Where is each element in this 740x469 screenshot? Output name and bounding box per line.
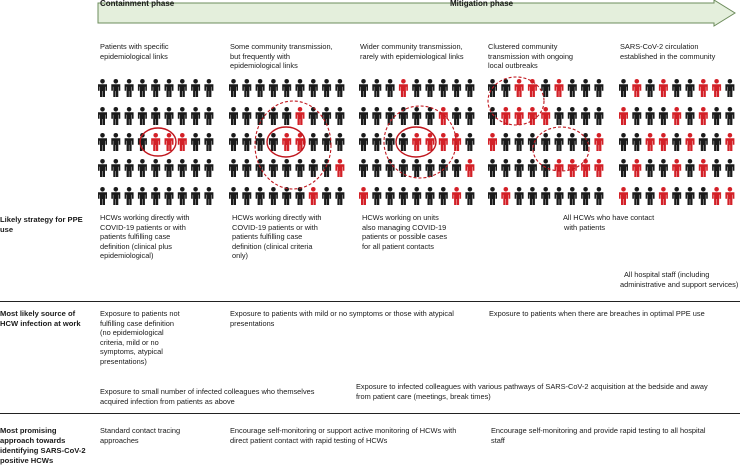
infected-person-icon [699,79,708,97]
infected-person-icon [712,187,721,205]
person-icon [488,159,497,177]
person-icon [686,107,695,125]
person-icon [111,107,120,125]
person-icon [619,79,628,97]
person-icon [138,107,147,125]
source-cell-2: Exposure to patients with mild or no symptoms or those with atypical presentations [230,309,454,328]
person-icon [452,107,461,125]
person-icon [372,187,381,205]
person-icon [426,159,435,177]
person-icon [322,187,331,205]
infected-person-icon [594,159,603,177]
person-icon [515,159,524,177]
person-icon [309,159,318,177]
person-icon [632,187,641,205]
person-icon [229,159,238,177]
person-icon [282,79,291,97]
person-icon [229,133,238,151]
row-label-approach: Most promising approach towards identifying SARS-CoV-2 positive HCWs [0,426,86,465]
person-icon [672,133,681,151]
infected-person-icon [555,79,564,97]
person-icon [555,187,564,205]
person-icon [672,79,681,97]
infected-person-icon [632,79,641,97]
person-icon [699,187,708,205]
person-icon [594,187,603,205]
person-icon [632,107,641,125]
person-icon [686,159,695,177]
person-icon [242,133,251,151]
person-icon [439,159,448,177]
person-icon [322,133,331,151]
person-icon [412,79,421,97]
person-icon [335,79,344,97]
infected-person-icon [151,133,160,151]
person-icon [555,133,564,151]
person-icon [138,187,147,205]
infected-person-icon [501,187,510,205]
infected-person-icon [672,107,681,125]
person-icon [501,133,510,151]
spread-circle [255,101,331,189]
person-icon [309,133,318,151]
person-icon [359,159,368,177]
person-icon [125,187,134,205]
person-icon [165,159,174,177]
person-icon [191,107,200,125]
person-icon [372,107,381,125]
infected-person-icon [439,107,448,125]
person-icon [165,187,174,205]
person-icon [151,159,160,177]
person-icon [359,107,368,125]
person-icon [98,107,107,125]
person-icon [151,107,160,125]
person-icon [372,159,381,177]
infected-person-icon [335,159,344,177]
person-icon [725,159,734,177]
person-icon [594,79,603,97]
person-icon [242,107,251,125]
infected-person-icon [178,133,187,151]
person-icon [686,79,695,97]
person-icon [256,187,265,205]
infected-person-icon [619,187,628,205]
person-icon [204,107,213,125]
infected-person-icon [439,133,448,151]
person-icon [426,107,435,125]
person-icon [296,79,305,97]
person-icon [151,79,160,97]
column-heading-2: Some community transmission, but frequently with epidemiological links [230,42,333,71]
person-icon [412,187,421,205]
infected-person-icon [594,133,603,151]
person-icon [465,79,474,97]
person-icon [399,159,408,177]
person-icon [98,79,107,97]
infected-person-icon [659,79,668,97]
person-icon [515,133,524,151]
infected-person-icon [426,133,435,151]
person-icon [386,107,395,125]
infected-person-icon [659,187,668,205]
person-icon [646,79,655,97]
person-icon [111,159,120,177]
infected-person-icon [555,159,564,177]
person-icon [204,159,213,177]
person-icon [646,187,655,205]
containment-phase-label: Containment phase [100,0,175,8]
person-icon [541,187,550,205]
infected-person-icon [528,79,537,97]
row-label-ppe: Likely strategy for PPE use [0,215,83,234]
infected-person-icon [515,107,524,125]
person-icon [659,159,668,177]
person-icon [712,159,721,177]
infected-person-icon [672,159,681,177]
person-icon [256,79,265,97]
person-icon [712,133,721,151]
person-icon [528,159,537,177]
person-icon [439,187,448,205]
infected-person-icon [699,159,708,177]
person-icon [725,79,734,97]
person-icon [256,133,265,151]
person-icon [568,79,577,97]
person-icon [412,107,421,125]
infected-person-icon [296,107,305,125]
person-icon [386,187,395,205]
infected-person-icon [699,107,708,125]
person-icon [111,79,120,97]
person-icon [191,187,200,205]
person-icon [269,187,278,205]
row-label-source: Most likely source of HCW infection at work [0,309,81,328]
person-icon [581,79,590,97]
person-icon [555,107,564,125]
person-icon [204,187,213,205]
infected-person-icon [632,159,641,177]
person-icon [541,159,550,177]
person-icon [322,107,331,125]
person-icon [541,133,550,151]
person-icon [399,187,408,205]
source-cell-1: Exposure to patients not fulfilling case definition (no epidemiological criteria, mild or no symptoms, atypical presentations) [100,309,180,366]
person-icon [242,159,251,177]
person-icon [619,159,628,177]
column-heading-5: SARS-CoV-2 circulation established in the community [620,42,716,61]
infected-person-icon [646,133,655,151]
mitigation-phase-label: Mitigation phase [450,0,514,8]
person-icon [309,107,318,125]
person-icon [322,159,331,177]
divider-1 [0,301,740,302]
person-icon [125,133,134,151]
person-icon [672,187,681,205]
person-icon [191,159,200,177]
source-cell-5: Exposure to infected colleagues with various pathways of SARS-CoV-2 acquisition at the bedside and away from patient care (meetings, break times) [356,382,708,401]
person-icon [712,107,721,125]
person-icon [594,107,603,125]
infected-person-icon [686,133,695,151]
person-icon [282,187,291,205]
infected-person-icon [515,79,524,97]
person-icon [646,107,655,125]
infected-person-icon [568,159,577,177]
ppe-cell-4: All HCWs who have contact with patients [563,213,655,232]
column-heading-4: Clustered community transmission with ongoing local outbreaks [488,42,574,71]
person-icon [412,159,421,177]
person-icon [439,79,448,97]
ppe-cell-2: HCWs working directly with COVID-19 patients or with patients fulfilling case definition (clinical criteria only) [232,213,322,261]
infected-person-icon [412,133,421,151]
person-icon [191,79,200,97]
source-cell-4: Exposure to small number of infected colleagues who themselves acquired infection from patients as above [100,387,315,406]
person-icon [98,159,107,177]
person-icon [151,187,160,205]
infected-person-icon [725,187,734,205]
infected-person-icon [452,187,461,205]
person-icon [111,133,120,151]
infected-person-icon [659,133,668,151]
person-icon [686,187,695,205]
person-icon [359,79,368,97]
person-icon [296,187,305,205]
person-icon [372,79,381,97]
person-icon [646,159,655,177]
person-icon [229,107,238,125]
person-icon [501,79,510,97]
person-icon [204,79,213,97]
person-icon [386,133,395,151]
person-icon [465,187,474,205]
person-icon [269,159,278,177]
person-icon [581,107,590,125]
person-icon [98,133,107,151]
infected-person-icon [165,133,174,151]
column-heading-3: Wider community transmission, rarely with epidemiological links [360,42,464,61]
person-icon [125,159,134,177]
person-icon [178,107,187,125]
person-icon [465,133,474,151]
source-cell-3: Exposure to patients when there are breaches in optimal PPE use [489,309,705,318]
person-icon [659,107,668,125]
person-icon [269,133,278,151]
person-icon [191,133,200,151]
person-icon [178,79,187,97]
person-icon [335,107,344,125]
ppe-cell-1: HCWs working directly with COVID-19 patients or with patients fulfilling case definition (clinical plus epidemiological) [100,213,190,261]
person-icon [138,159,147,177]
person-icon [399,133,408,151]
person-icon [372,133,381,151]
person-icon [452,159,461,177]
person-icon [322,79,331,97]
person-icon [632,133,641,151]
person-icon [296,159,305,177]
person-icon [242,79,251,97]
person-icon [165,79,174,97]
approach-cell-3: Encourage self-monitoring and provide rapid testing to all hospital staff [491,426,706,445]
person-icon [165,107,174,125]
person-icon [204,133,213,151]
person-icon [359,133,368,151]
person-icon [178,159,187,177]
divider-2 [0,413,740,414]
infected-person-icon [452,133,461,151]
person-icon [282,107,291,125]
person-icon [269,79,278,97]
infected-person-icon [488,133,497,151]
person-icon [269,107,278,125]
person-icon [515,187,524,205]
person-icon [229,187,238,205]
person-icon [282,159,291,177]
person-icon [98,187,107,205]
infected-person-icon [501,107,510,125]
infected-person-icon [541,107,550,125]
infected-person-icon [309,187,318,205]
person-icon [725,107,734,125]
person-icon [488,187,497,205]
person-icon [581,187,590,205]
infected-person-icon [712,79,721,97]
population-grids [0,0,740,210]
person-icon [568,133,577,151]
infected-person-icon [359,187,368,205]
person-icon [528,187,537,205]
person-icon [699,133,708,151]
person-icon [426,79,435,97]
person-icon [229,79,238,97]
person-icon [568,107,577,125]
person-icon [309,79,318,97]
person-icon [335,133,344,151]
person-icon [426,187,435,205]
approach-cell-1: Standard contact tracing approaches [100,426,181,445]
infected-person-icon [725,133,734,151]
approach-cell-2: Encourage self-monitoring or support active monitoring of HCWs with direct patient contact with rapid testing of HCWs [230,426,457,445]
person-icon [138,79,147,97]
person-icon [501,159,510,177]
infected-person-icon [619,107,628,125]
column-heading-1: Patients with specific epidemiological links [100,42,169,61]
person-icon [619,133,628,151]
person-icon [386,79,395,97]
ppe-cell-3: HCWs working on units also managing COVID-19 patients or possible cases for all patient contacts [362,213,448,251]
person-icon [125,79,134,97]
person-icon [465,107,474,125]
person-icon [452,79,461,97]
person-icon [111,187,120,205]
infected-person-icon [465,159,474,177]
person-icon [242,187,251,205]
person-icon [335,187,344,205]
person-icon [528,133,537,151]
infected-person-icon [282,133,291,151]
infected-person-icon [399,79,408,97]
infected-person-icon [581,159,590,177]
person-icon [568,187,577,205]
person-icon [178,187,187,205]
person-icon [125,107,134,125]
ppe-cell-5: All hospital staff (including administrative and support services) [620,270,739,289]
